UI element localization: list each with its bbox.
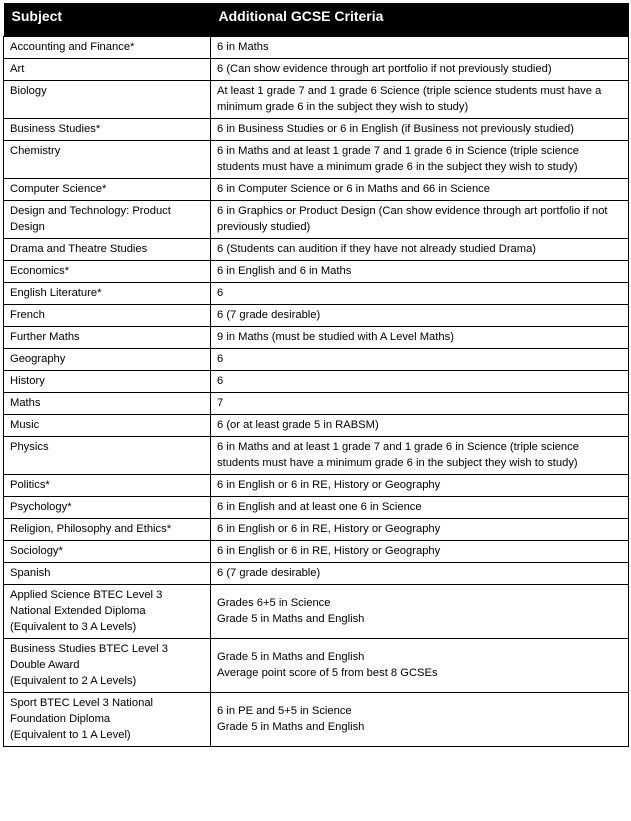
criteria-text: 6 (Can show evidence through art portfolio if not previously studied) [217,62,552,75]
table-row [4,200,629,238]
criteria-text: 6 (7 grade desirable) [217,308,321,321]
criteria-text: 9 in Maths (must be studied with A Level Maths) [217,330,454,343]
table-row [4,80,629,118]
subject-cell [4,692,211,746]
criteria-text: 6 in Computer Science or 6 in Maths and 66 in Science [217,182,491,195]
subject-cell [4,80,211,118]
subject-cell [4,584,211,638]
subject-cell [4,304,211,326]
subject-text: Politics* [10,478,50,491]
subject-text: French [10,308,45,321]
criteria-cell [211,326,629,348]
subject-cell [4,118,211,140]
subject-text: (Equivalent to 2 A Levels) [10,674,137,687]
criteria-text: 6 in Graphics or Product Design (Can show evidence through art portfolio if not previously studied) [217,204,608,233]
criteria-text: 6 (7 grade desirable) [217,566,321,579]
table-row [4,370,629,392]
subject-cell [4,540,211,562]
subject-text: Business Studies* [10,122,101,135]
subject-cell [4,562,211,584]
subject-cell [4,282,211,304]
header-row [4,3,629,36]
criteria-cell [211,348,629,370]
subject-text: Psychology* [10,500,72,513]
table-row [4,436,629,474]
table-body [4,36,629,746]
table-row [4,518,629,540]
table-row [4,692,629,746]
criteria-text: 6 in English and at least one 6 in Science [217,500,422,513]
subject-cell [4,392,211,414]
subject-cell [4,36,211,58]
subject-cell [4,238,211,260]
criteria-text: Grade 5 in Maths and English [217,612,365,625]
subject-text: Music [10,418,40,431]
subject-cell [4,496,211,518]
table-row [4,140,629,178]
subject-header: Subject [4,3,211,36]
subject-text: Physics [10,440,49,453]
subject-text: (Equivalent to 1 A Level) [10,728,131,741]
criteria-text: Grade 5 in Maths and English [217,720,365,733]
subject-cell [4,140,211,178]
criteria-text: 6 (Students can audition if they have not already studied Drama) [217,242,537,255]
criteria-cell [211,584,629,638]
table-row [4,118,629,140]
gcse-criteria-table [3,3,629,747]
subject-text: Geography [10,352,66,365]
subject-cell [4,638,211,692]
table-row [4,282,629,304]
criteria-cell [211,540,629,562]
subject-text: Biology [10,84,47,97]
criteria-cell [211,414,629,436]
criteria-text: 6 in Maths and at least 1 grade 7 and 1 grade 6 in Science (triple science students must have a minimum grade 6 in the subject they wish to study) [217,144,579,173]
criteria-cell [211,58,629,80]
table-row [4,326,629,348]
subject-cell [4,260,211,282]
criteria-cell [211,370,629,392]
subject-text: Maths [10,396,41,409]
criteria-text: 6 (or at least grade 5 in RABSM) [217,418,379,431]
criteria-text: 6 in PE and 5+5 in Science [217,704,352,717]
criteria-cell [211,260,629,282]
subject-text: Accounting and Finance* [10,40,135,53]
criteria-cell [211,140,629,178]
table-row [4,584,629,638]
subject-text: Religion, Philosophy and Ethics* [10,522,172,535]
criteria-cell [211,692,629,746]
table-row [4,414,629,436]
table-row [4,58,629,80]
criteria-text: 6 in Business Studies or 6 in English (if Business not previously studied) [217,122,574,135]
criteria-cell [211,436,629,474]
criteria-cell [211,392,629,414]
subject-text: Design and Technology: Product Design [10,204,171,233]
table-row [4,348,629,370]
criteria-cell [211,304,629,326]
subject-text: Drama and Theatre Studies [10,242,148,255]
subject-cell [4,414,211,436]
criteria-cell [211,80,629,118]
criteria-text: Average point score of 5 from best 8 GCSEs [217,666,438,679]
subject-text: Chemistry [10,144,61,157]
subject-cell [4,474,211,496]
table-row [4,540,629,562]
table-row [4,496,629,518]
criteria-header: Additional GCSE Criteria [211,3,629,36]
subject-text: Computer Science* [10,182,107,195]
criteria-text: 6 in English or 6 in RE, History or Geography [217,544,441,557]
subject-text: Sport BTEC Level 3 National Foundation Diploma [10,696,154,725]
subject-cell [4,58,211,80]
criteria-text: 6 in English or 6 in RE, History or Geography [217,522,441,535]
criteria-cell [211,562,629,584]
criteria-cell [211,282,629,304]
criteria-text: 6 [217,374,224,387]
subject-cell [4,348,211,370]
criteria-text: Grades 6+5 in Science [217,596,331,609]
criteria-text: 6 in English or 6 in RE, History or Geography [217,478,441,491]
criteria-text: 6 [217,352,224,365]
criteria-cell [211,518,629,540]
subject-cell [4,436,211,474]
table-row [4,260,629,282]
subject-cell [4,178,211,200]
subject-cell [4,326,211,348]
subject-text: (Equivalent to 3 A Levels) [10,620,137,633]
criteria-text: At least 1 grade 7 and 1 grade 6 Science (triple science students must have a minimum grade 6 in the subject they wish to study) [217,84,602,113]
table-row [4,392,629,414]
table-row [4,562,629,584]
subject-text: Economics* [10,264,70,277]
criteria-text: 6 in Maths [217,40,269,53]
criteria-cell [211,474,629,496]
subject-cell [4,200,211,238]
subject-text: History [10,374,45,387]
subject-cell [4,518,211,540]
criteria-text: 6 [217,286,224,299]
criteria-cell [211,496,629,518]
criteria-text: 7 [217,396,224,409]
table-row [4,178,629,200]
subject-text: Further Maths [10,330,80,343]
table-row [4,238,629,260]
subject-text: Spanish [10,566,51,579]
table-row [4,36,629,58]
criteria-cell [211,36,629,58]
table-row [4,304,629,326]
criteria-text: Grade 5 in Maths and English [217,650,365,663]
criteria-cell [211,118,629,140]
subject-text: Applied Science BTEC Level 3 National Extended Diploma [10,588,163,617]
table-row [4,638,629,692]
criteria-cell [211,238,629,260]
subject-text: Art [10,62,25,75]
criteria-cell [211,178,629,200]
subject-text: Sociology* [10,544,63,557]
subject-text: Business Studies BTEC Level 3 Double Award [10,642,168,671]
criteria-text: 6 in Maths and at least 1 grade 7 and 1 grade 6 in Science (triple science students must have a minimum grade 6 in the subject they wish to study) [217,440,579,469]
criteria-cell [211,638,629,692]
criteria-text: 6 in English and 6 in Maths [217,264,352,277]
subject-text: English Literature* [10,286,102,299]
criteria-cell [211,200,629,238]
table-row [4,474,629,496]
subject-cell [4,370,211,392]
